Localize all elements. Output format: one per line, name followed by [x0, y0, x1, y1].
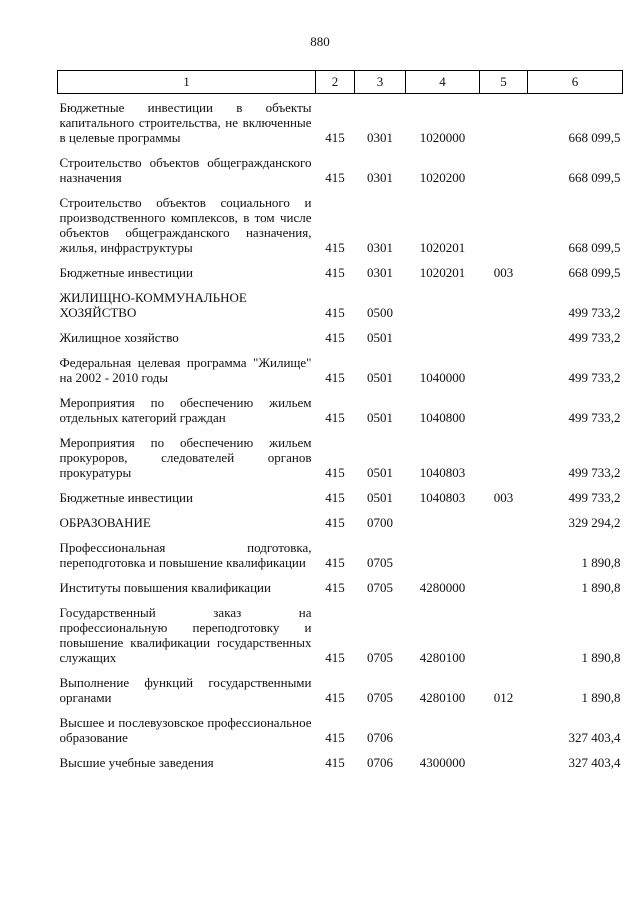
row-code-section: 0500: [367, 305, 393, 320]
row-code-ministry: 415: [325, 330, 345, 345]
header-col-5: 5: [480, 71, 528, 94]
row-amount: 1 890,8: [581, 580, 621, 595]
row-code-section: 0501: [367, 490, 393, 505]
row-code-target: 4280000: [419, 580, 466, 595]
row-name: Федеральная целевая программа "Жилище" на 2002 - 2010 годы: [59, 355, 312, 385]
row-code-section: 0705: [367, 690, 393, 705]
row-code-target: [406, 320, 480, 345]
row-name: Высшее и послевузовское профессиональное образование: [59, 715, 312, 745]
table-body: [58, 94, 623, 771]
table-row: [58, 385, 623, 425]
table-header: [58, 71, 623, 94]
row-amount: 668 099,5: [568, 265, 621, 280]
row-code-target: 1020200: [419, 170, 466, 185]
row-name: Профессиональная подготовка, переподготовка и повышение квалификации: [59, 540, 312, 570]
row-name: Мероприятия по обеспечению жильем отдельных категорий граждан: [59, 395, 312, 425]
row-code-ministry: 415: [325, 265, 345, 280]
row-code-expense: [480, 320, 528, 345]
row-code-expense: [480, 94, 528, 146]
row-code-ministry: 415: [325, 465, 345, 480]
row-name: Бюджетные инвестиции в объекты капитального строительства, не включенные в целевые программы: [59, 100, 312, 145]
table-row: [58, 255, 623, 280]
row-code-section: 0301: [367, 170, 393, 185]
row-name: Мероприятия по обеспечению жильем прокуроров, следователей органов прокуратуры: [59, 435, 312, 480]
row-code-ministry: 415: [325, 555, 345, 570]
header-col-1: 1: [58, 71, 316, 94]
row-code-expense: 003: [493, 490, 514, 505]
row-amount: 499 733,2: [568, 490, 621, 505]
row-code-section: 0501: [367, 330, 393, 345]
table-row: [58, 530, 623, 570]
row-code-section: 0705: [367, 650, 393, 665]
table-row: [58, 595, 623, 665]
row-code-section: 0301: [367, 265, 393, 280]
header-col-6: 6: [528, 71, 623, 94]
row-code-ministry: 415: [325, 370, 345, 385]
table-row: [58, 570, 623, 595]
row-code-ministry: 415: [325, 305, 345, 320]
row-code-expense: [480, 505, 528, 530]
row-name: Высшие учебные заведения: [59, 755, 214, 770]
row-code-expense: [480, 745, 528, 770]
row-amount: 327 403,4: [568, 730, 621, 745]
row-code-ministry: 415: [325, 650, 345, 665]
row-amount: 499 733,2: [568, 465, 621, 480]
row-code-target: 1020201: [419, 240, 466, 255]
row-code-ministry: 415: [325, 130, 345, 145]
header-col-2: 2: [316, 71, 355, 94]
row-code-section: 0501: [367, 410, 393, 425]
row-name: Бюджетные инвестиции: [59, 490, 193, 505]
row-code-target: 4300000: [419, 755, 466, 770]
row-name: Строительство объектов общегражданского назначения: [59, 155, 312, 185]
row-code-ministry: 415: [325, 490, 345, 505]
row-code-ministry: 415: [325, 730, 345, 745]
row-amount: 1 890,8: [581, 555, 621, 570]
row-code-ministry: 415: [325, 580, 345, 595]
row-name: Выполнение функций государственными органами: [59, 675, 312, 705]
row-code-section: 0700: [367, 515, 393, 530]
table-row: [58, 665, 623, 705]
table-row: [58, 425, 623, 480]
row-code-section: 0501: [367, 465, 393, 480]
row-code-ministry: 415: [325, 690, 345, 705]
row-name: Бюджетные инвестиции: [59, 265, 193, 280]
row-amount: 1 890,8: [581, 690, 621, 705]
table-row: [58, 480, 623, 505]
row-code-expense: [480, 570, 528, 595]
row-amount: 1 890,8: [581, 650, 621, 665]
row-name: ЖИЛИЩНО-КОММУНАЛЬНОЕ ХОЗЯЙСТВО: [59, 290, 247, 320]
row-code-section: 0705: [367, 555, 393, 570]
row-amount: 499 733,2: [568, 305, 621, 320]
table-row: [58, 505, 623, 530]
row-code-expense: [480, 280, 528, 320]
row-name: ОБРАЗОВАНИЕ: [59, 515, 151, 530]
row-code-target: 1020201: [419, 265, 466, 280]
row-code-section: 0705: [367, 580, 393, 595]
row-code-target: 4280100: [419, 650, 466, 665]
row-name: Строительство объектов социального и производственного комплексов, в том числе объектов общегражданского назначения, жилья, инфраструктуры: [59, 195, 312, 255]
row-amount: 668 099,5: [568, 170, 621, 185]
row-code-target: [406, 530, 480, 570]
row-code-expense: 003: [493, 265, 514, 280]
row-code-target: [406, 280, 480, 320]
row-code-target: 4280100: [419, 690, 466, 705]
row-code-target: 1040803: [419, 465, 466, 480]
row-code-ministry: 415: [325, 170, 345, 185]
row-amount: 499 733,2: [568, 410, 621, 425]
row-code-expense: [480, 185, 528, 255]
row-code-expense: [480, 425, 528, 480]
row-amount: 668 099,5: [568, 130, 621, 145]
row-code-target: [406, 705, 480, 745]
row-code-expense: [480, 595, 528, 665]
row-amount: 329 294,2: [568, 515, 621, 530]
row-name: Институты повышения квалификации: [59, 580, 271, 595]
table-row: [58, 345, 623, 385]
table-row: [58, 145, 623, 185]
row-code-target: 1040803: [419, 490, 466, 505]
row-code-expense: [480, 385, 528, 425]
row-code-expense: [480, 530, 528, 570]
row-name: Государственный заказ на профессиональную переподготовку и повышение квалификации государственных служащих: [59, 605, 312, 665]
row-amount: 499 733,2: [568, 330, 621, 345]
row-code-target: 1020000: [419, 130, 466, 145]
row-code-section: 0501: [367, 370, 393, 385]
row-code-section: 0301: [367, 240, 393, 255]
header-row: [58, 71, 623, 94]
row-amount: 668 099,5: [568, 240, 621, 255]
table-row: [58, 185, 623, 255]
row-code-expense: [480, 345, 528, 385]
row-code-target: 1040800: [419, 410, 466, 425]
row-code-expense: [480, 145, 528, 185]
page-number: 880: [310, 34, 330, 49]
row-code-section: 0301: [367, 130, 393, 145]
row-code-expense: [480, 705, 528, 745]
row-code-expense: 012: [493, 690, 514, 705]
row-amount: 327 403,4: [568, 755, 621, 770]
row-amount: 499 733,2: [568, 370, 621, 385]
header-col-4: 4: [406, 71, 480, 94]
row-code-ministry: 415: [325, 240, 345, 255]
row-code-section: 0706: [367, 730, 393, 745]
table-row: [58, 705, 623, 745]
row-code-section: 0706: [367, 755, 393, 770]
budget-table: [57, 70, 623, 770]
table-row: [58, 280, 623, 320]
row-code-ministry: 415: [325, 755, 345, 770]
header-col-3: 3: [355, 71, 406, 94]
row-code-target: [406, 505, 480, 530]
row-code-ministry: 415: [325, 410, 345, 425]
table-row: [58, 320, 623, 345]
table-row: [58, 94, 623, 146]
table-row: [58, 745, 623, 770]
row-code-target: 1040000: [419, 370, 466, 385]
row-name: Жилищное хозяйство: [59, 330, 179, 345]
row-code-ministry: 415: [325, 515, 345, 530]
